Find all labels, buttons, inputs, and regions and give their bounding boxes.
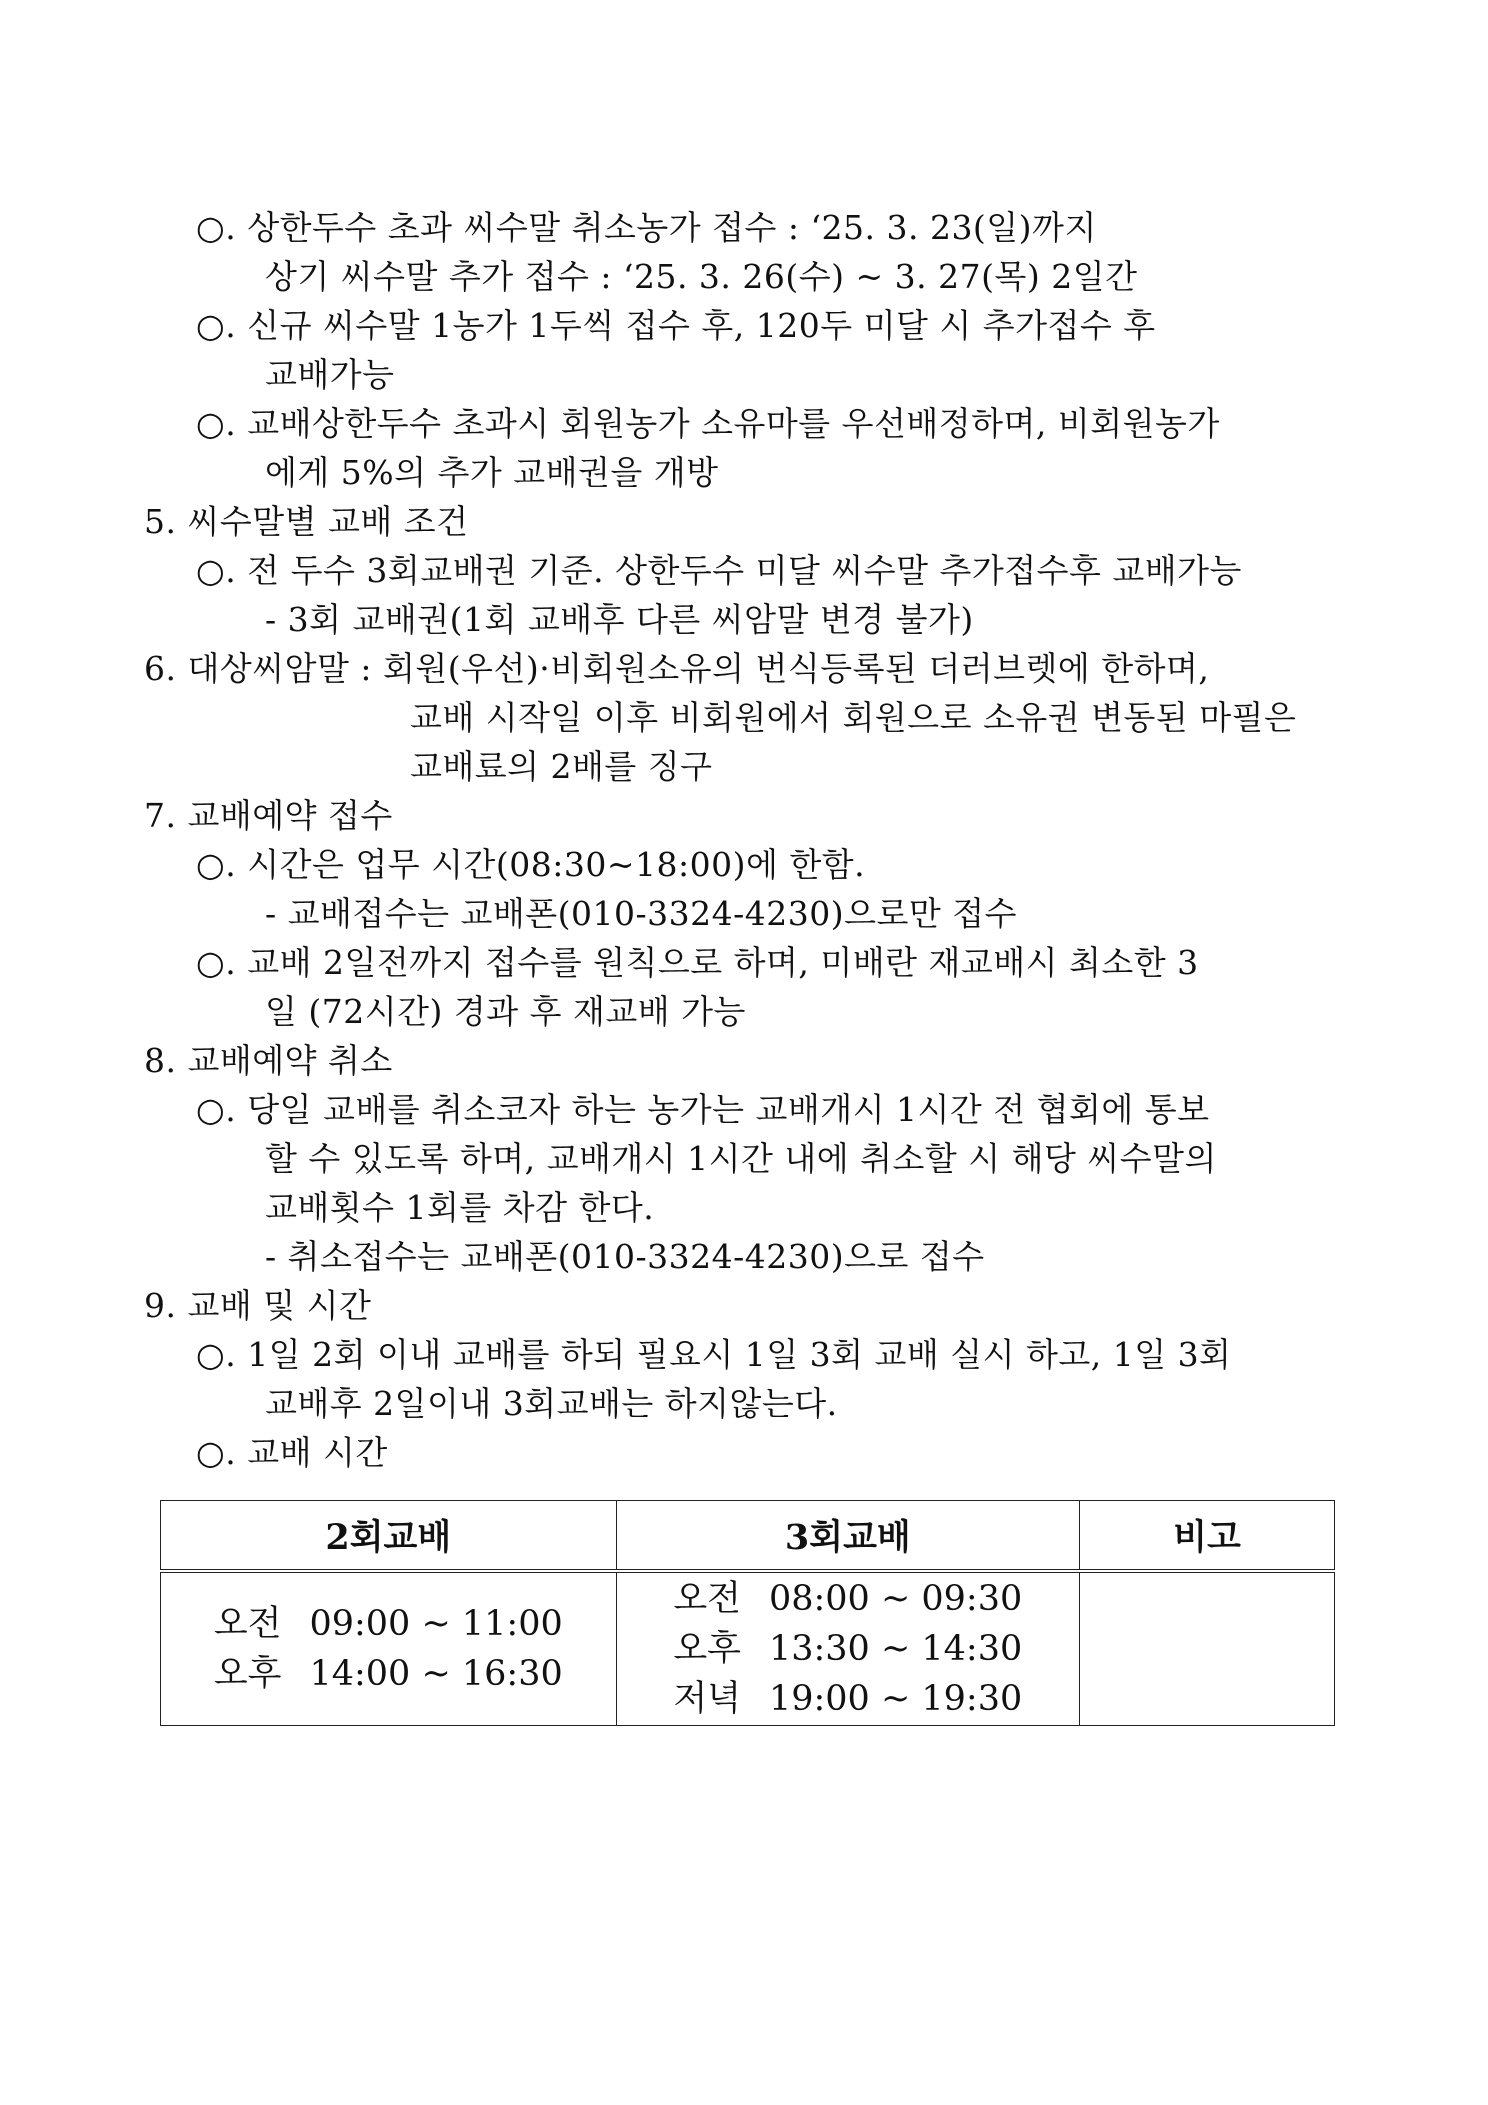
line-text: 교배 시작일 이후 비회원에서 회원으로 소유권 변동된 마필은: [410, 698, 1297, 737]
continuation-line: [410, 747, 713, 787]
continuation-line: [265, 355, 395, 395]
bullet-marker: ○.: [196, 551, 248, 590]
bullet-line: [196, 845, 865, 885]
section-heading: [144, 796, 393, 836]
two-breedings-cell: [161, 1571, 617, 1726]
continuation-line: [410, 698, 1296, 738]
line-text: 일 (72시간) 경과 후 재교배 가능: [265, 992, 746, 1031]
line-text: 신규 씨수말 1농가 1두씩 접수 후, 120두 미달 시 추가접수 후: [247, 306, 1156, 345]
line-text: 교배 2일전까지 접수를 원칙으로 하며, 미배란 재교배시 최소한 3: [247, 943, 1199, 982]
bullet-marker: ○.: [196, 1090, 248, 1129]
bullet-line: [196, 306, 1156, 346]
slot-label: 오전: [213, 1604, 282, 1644]
bullet-line: [196, 1090, 1210, 1130]
time-slot-morning: [162, 1599, 615, 1649]
time-slot-morning: [618, 1574, 1078, 1624]
section-heading: [144, 502, 468, 542]
line-text: - 3회 교배권(1회 교배후 다른 씨암말 변경 불가): [265, 600, 974, 639]
line-text: 전 두수 3회교배권 기준. 상한두수 미달 씨수말 추가접수후 교배가능: [247, 551, 1242, 590]
line-text: 1일 2회 이내 교배를 하되 필요시 1일 3회 교배 실시 하고, 1일 3회: [247, 1335, 1232, 1374]
bullet-marker: ○.: [196, 208, 248, 247]
bullet-marker: ○.: [196, 943, 248, 982]
breeding-time-table: [160, 1500, 1335, 1726]
dash-line: [265, 600, 974, 640]
slot-time: 19:00 ~ 19:30: [768, 1679, 1023, 1719]
bullet-line: [196, 943, 1199, 983]
line-text: 8. 교배예약 취소: [144, 1041, 393, 1080]
slot-time: 08:00 ~ 09:30: [768, 1579, 1023, 1619]
dash-line: [265, 894, 1017, 934]
slot-time: 13:30 ~ 14:30: [768, 1629, 1023, 1669]
line-text: 7. 교배예약 접수: [144, 796, 393, 835]
remarks-cell: [1080, 1571, 1335, 1726]
line-text: 교배료의 2배를 징구: [410, 747, 713, 786]
slot-label: 오후: [213, 1654, 282, 1694]
line-text: 당일 교배를 취소코자 하는 농가는 교배개시 1시간 전 협회에 통보: [247, 1090, 1210, 1129]
continuation-line: [265, 257, 1138, 297]
line-text: 교배후 2일이내 3회교배는 하지않는다.: [265, 1384, 838, 1423]
line-text: 6. 대상씨암말 : 회원(우선)·비회원소유의 번식등록된 더러브렛에 한하며,: [144, 649, 1210, 688]
line-text: 할 수 있도록 하며, 교배개시 1시간 내에 취소할 시 해당 씨수말의: [265, 1139, 1217, 1178]
bullet-marker: ○.: [196, 306, 248, 345]
header-three-breedings: 3회교배: [616, 1501, 1079, 1572]
line-text: - 취소접수는 교배폰(010-3324-4230)으로 접수: [265, 1237, 985, 1276]
header-remarks: 비고: [1080, 1501, 1335, 1572]
header-two-breedings: 2회교배: [161, 1501, 617, 1572]
line-text: - 교배접수는 교배폰(010-3324-4230)으로만 접수: [265, 894, 1018, 933]
slot-label: 오후: [673, 1629, 741, 1669]
slot-label: 저녁: [673, 1679, 741, 1719]
bullet-line: [196, 208, 1097, 248]
dash-line: [265, 1237, 985, 1277]
time-slot-afternoon: [618, 1624, 1078, 1674]
line-text: 교배가능: [265, 355, 395, 394]
bullet-marker: ○.: [196, 404, 248, 443]
bullet-line: [196, 1335, 1231, 1375]
line-text: 교배횟수 1회를 차감 한다.: [265, 1188, 655, 1227]
line-text: 5. 씨수말별 교배 조건: [144, 502, 469, 541]
slot-time: 09:00 ~ 11:00: [309, 1604, 563, 1644]
continuation-line: [265, 1188, 654, 1228]
line-text: 에게 5%의 추가 교배권을 개방: [265, 453, 719, 492]
line-text: 시간은 업무 시간(08:30~18:00)에 한함.: [247, 845, 866, 884]
bullet-marker: ○.: [196, 1335, 248, 1374]
section-heading: [144, 1041, 393, 1081]
table-header-row: [161, 1501, 1335, 1572]
table-row: [161, 1571, 1335, 1726]
time-slot-evening: [618, 1674, 1078, 1724]
line-text: 교배 시간: [247, 1433, 388, 1472]
slot-label: 오전: [673, 1579, 741, 1619]
slot-time: 14:00 ~ 16:30: [309, 1654, 563, 1694]
time-slot-afternoon: [162, 1649, 615, 1699]
bullet-line: [196, 551, 1242, 591]
bullet-line: [196, 404, 1220, 444]
line-text: 9. 교배 및 시간: [144, 1286, 372, 1325]
section-heading: [144, 1286, 371, 1326]
continuation-line: [265, 1139, 1217, 1179]
bullet-line: [196, 1433, 388, 1473]
line-text: 교배상한두수 초과시 회원농가 소유마를 우선배정하며, 비회원농가: [247, 404, 1220, 443]
continuation-line: [265, 453, 718, 493]
continuation-line: [265, 1384, 838, 1424]
bullet-marker: ○.: [196, 1433, 248, 1472]
bullet-marker: ○.: [196, 845, 248, 884]
three-breedings-cell: [616, 1571, 1079, 1726]
line-text: 상기 씨수말 추가 접수 : ‘25. 3. 26(수) ~ 3. 27(목) 2일간: [265, 257, 1138, 296]
line-text: 상한두수 초과 씨수말 취소농가 접수 : ‘25. 3. 23(일)까지: [247, 208, 1097, 247]
continuation-line: [265, 992, 746, 1032]
section-heading: [144, 649, 1209, 689]
